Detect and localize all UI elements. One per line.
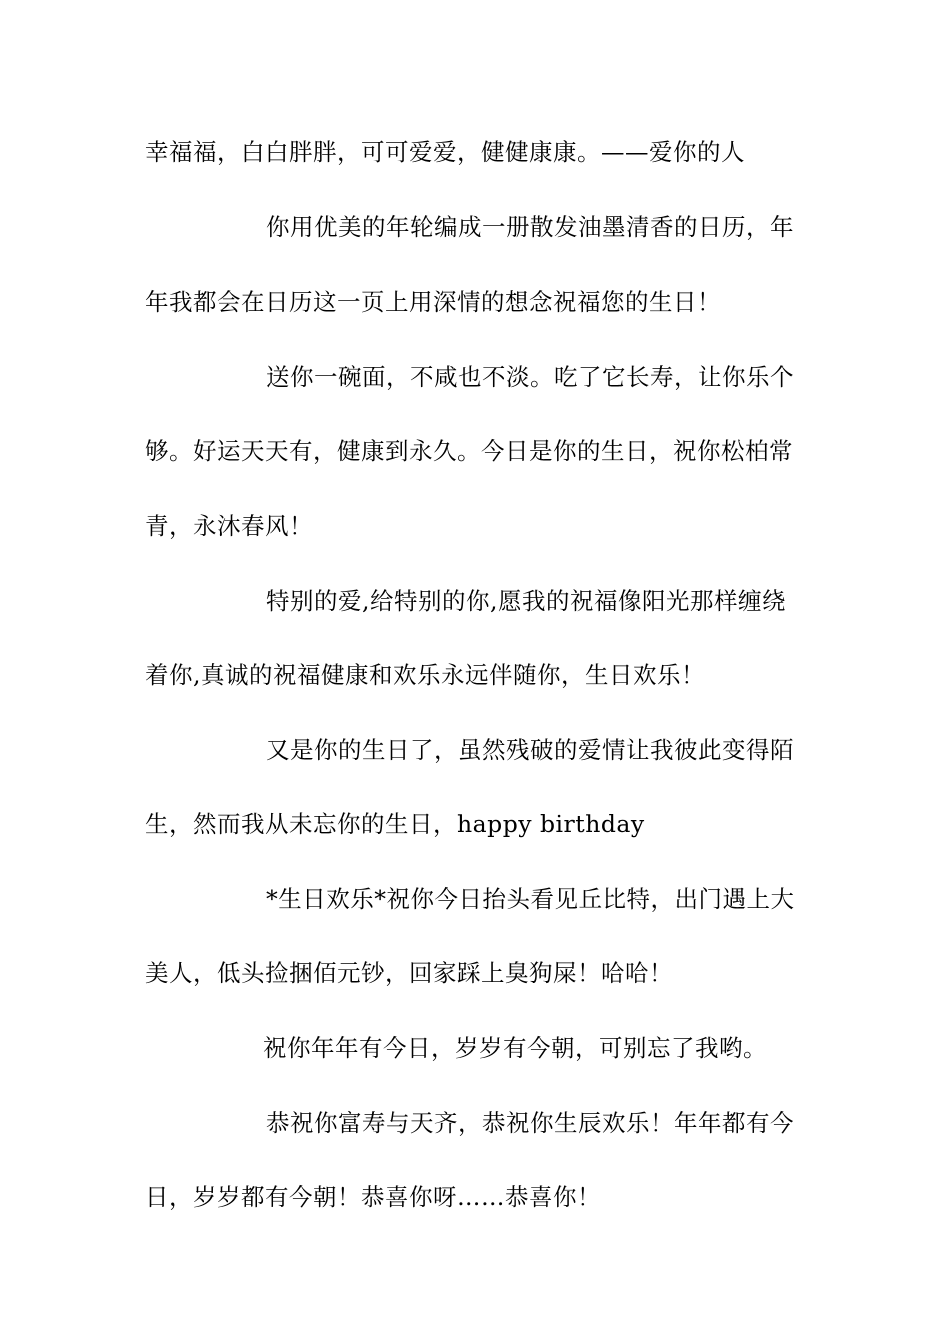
text-line: 年我都会在日历这一页上用深情的想念祝福您的生日！	[145, 288, 721, 316]
text-line: 青，永沐春风！	[145, 512, 313, 540]
paragraph-start-line: 你用优美的年轮编成一册散发油墨清香的日历，年	[266, 213, 794, 241]
paragraph-start-line: 特别的爱,给特别的你,愿我的祝福像阳光那样缠绕	[266, 587, 786, 615]
paragraph-start-line: 送你一碗面，不咸也不淡。吃了它长寿，让你乐个	[266, 363, 794, 391]
text-line: 幸福福，白白胖胖，可可爱爱，健健康康。——爱你的人	[145, 138, 745, 166]
text-line: 生，然而我从未忘你的生日，happy birthday	[145, 810, 645, 838]
text-line: 着你,真诚的祝福健康和欢乐永远伴随你，生日欢乐！	[145, 661, 705, 689]
text-line: 美人，低头捡捆佰元钞，回家踩上臭狗屎！哈哈！	[145, 959, 673, 987]
text-line: 日，岁岁都有今朝！恭喜你呀……恭喜你！	[145, 1183, 601, 1211]
paragraph-start-line: 又是你的生日了，虽然残破的爱情让我彼此变得陌	[266, 736, 794, 764]
paragraph-start-line: 恭祝你富寿与天齐，恭祝你生辰欢乐！年年都有今	[266, 1109, 794, 1137]
paragraph-start-line: *生日欢乐*祝你今日抬头看见丘比特，出门遇上大	[266, 885, 795, 913]
text-line: 够。好运天天有，健康到永久。今日是你的生日，祝你松柏常	[145, 437, 793, 465]
paragraph-start-line: 祝你年年有今日，岁岁有今朝，可别忘了我哟。	[263, 1034, 767, 1062]
